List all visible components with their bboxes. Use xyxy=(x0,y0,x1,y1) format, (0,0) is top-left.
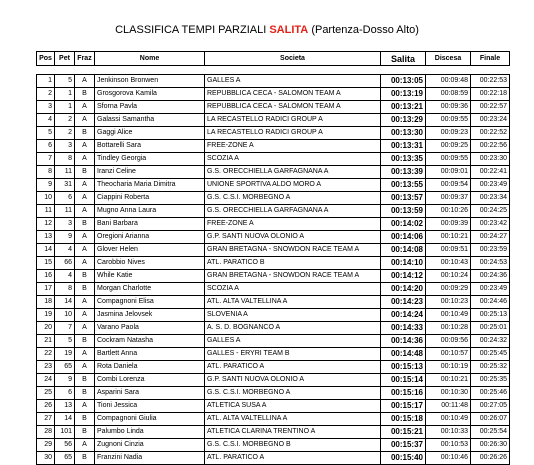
cell-pos: 19 xyxy=(37,309,55,322)
cell-fraz: B xyxy=(75,413,95,426)
cell-societa: SCOZIA A xyxy=(205,283,381,296)
cell-fraz: A xyxy=(75,75,95,88)
cell-societa: GRAN BRETAGNA - SNOWDON RACE TEAM A xyxy=(205,244,381,257)
cell-societa: G.S. C.S.I. MORBEGNO A xyxy=(205,192,381,205)
cell-discesa: 00:10:53 xyxy=(426,439,471,452)
table-row xyxy=(37,218,510,231)
cell-pet: 6 xyxy=(55,387,75,400)
cell-nome: Iranzi Celine xyxy=(95,166,205,179)
cell-pet: 65 xyxy=(55,361,75,374)
cell-pet: 4 xyxy=(55,270,75,283)
cell-pet: 6 xyxy=(55,192,75,205)
cell-salita: 00:13:05 xyxy=(381,75,426,88)
cell-pos: 9 xyxy=(37,179,55,192)
cell-societa: FREE-ZONE A xyxy=(205,140,381,153)
table-row xyxy=(37,296,510,309)
cell-salita: 00:13:29 xyxy=(381,114,426,127)
cell-fraz: B xyxy=(75,218,95,231)
cell-fraz: A xyxy=(75,231,95,244)
cell-nome: Tioni Jessica xyxy=(95,400,205,413)
table-row xyxy=(37,439,510,452)
cell-discesa: 00:09:36 xyxy=(426,101,471,114)
cell-finale: 00:24:25 xyxy=(471,205,510,218)
cell-finale: 00:26:07 xyxy=(471,413,510,426)
cell-pet: 2 xyxy=(55,127,75,140)
cell-discesa: 00:09:55 xyxy=(426,114,471,127)
table-row xyxy=(37,231,510,244)
cell-finale: 00:25:35 xyxy=(471,374,510,387)
cell-salita: 00:13:59 xyxy=(381,205,426,218)
cell-fraz: B xyxy=(75,335,95,348)
cell-societa: ATL. PARATICO A xyxy=(205,452,381,465)
cell-salita: 00:14:23 xyxy=(381,296,426,309)
cell-societa: UNIONE SPORTIVA ALDO MORO A xyxy=(205,179,381,192)
table-row xyxy=(37,88,510,101)
table-row xyxy=(37,387,510,400)
cell-societa: GALLES - ERYRI TEAM B xyxy=(205,348,381,361)
cell-finale: 00:24:27 xyxy=(471,231,510,244)
cell-nome: Zugnoni Cinzia xyxy=(95,439,205,452)
cell-nome: Oregioni Arianna xyxy=(95,231,205,244)
table-row xyxy=(37,413,510,426)
cell-societa: GRAN BRETAGNA - SNOWDON RACE TEAM A xyxy=(205,270,381,283)
cell-discesa: 00:10:49 xyxy=(426,413,471,426)
cell-pet: 101 xyxy=(55,426,75,439)
cell-fraz: B xyxy=(75,88,95,101)
cell-fraz: B xyxy=(75,127,95,140)
cell-pet: 11 xyxy=(55,166,75,179)
cell-pos: 26 xyxy=(37,400,55,413)
cell-societa: ATLETICA SUSA A xyxy=(205,400,381,413)
cell-pos: 24 xyxy=(37,374,55,387)
cell-fraz: B xyxy=(75,283,95,296)
cell-fraz: A xyxy=(75,140,95,153)
cell-finale: 00:24:32 xyxy=(471,335,510,348)
cell-salita: 00:15:40 xyxy=(381,452,426,465)
cell-fraz: A xyxy=(75,114,95,127)
header-salita: Salita xyxy=(381,52,426,66)
cell-nome: Compagnoni Giulia xyxy=(95,413,205,426)
cell-pos: 25 xyxy=(37,387,55,400)
cell-pet: 3 xyxy=(55,218,75,231)
cell-pet: 8 xyxy=(55,153,75,166)
cell-pos: 16 xyxy=(37,270,55,283)
cell-salita: 00:15:37 xyxy=(381,439,426,452)
cell-fraz: B xyxy=(75,387,95,400)
cell-discesa: 00:10:57 xyxy=(426,348,471,361)
cell-societa: ATL. PARATICO A xyxy=(205,361,381,374)
cell-salita: 00:13:31 xyxy=(381,140,426,153)
cell-societa: SCOZIA A xyxy=(205,153,381,166)
cell-fraz: A xyxy=(75,439,95,452)
cell-nome: While Katie xyxy=(95,270,205,283)
cell-salita: 00:15:21 xyxy=(381,426,426,439)
cell-discesa: 00:09:01 xyxy=(426,166,471,179)
cell-discesa: 00:10:24 xyxy=(426,270,471,283)
header-nome: Nome xyxy=(95,52,205,66)
cell-pos: 6 xyxy=(37,140,55,153)
cell-societa: ATL. ALTA VALTELLINA A xyxy=(205,296,381,309)
cell-pet: 9 xyxy=(55,231,75,244)
header-pet: Pet xyxy=(55,52,75,66)
cell-nome: Jenkinson Bronwen xyxy=(95,75,205,88)
cell-nome: Varano Paola xyxy=(95,322,205,335)
cell-finale: 00:22:18 xyxy=(471,88,510,101)
cell-nome: Cockram Natasha xyxy=(95,335,205,348)
table-row xyxy=(37,270,510,283)
cell-fraz: A xyxy=(75,348,95,361)
table-row xyxy=(37,257,510,270)
cell-finale: 00:25:32 xyxy=(471,361,510,374)
cell-pos: 5 xyxy=(37,127,55,140)
cell-nome: Ciappini Roberta xyxy=(95,192,205,205)
table-row xyxy=(37,452,510,465)
cell-pos: 22 xyxy=(37,348,55,361)
cell-salita: 00:13:19 xyxy=(381,88,426,101)
cell-pos: 12 xyxy=(37,218,55,231)
header-discesa: Discesa xyxy=(426,52,471,66)
cell-pos: 20 xyxy=(37,322,55,335)
table-row xyxy=(37,348,510,361)
cell-societa: LA RECASTELLO RADICI GROUP A xyxy=(205,127,381,140)
cell-pos: 21 xyxy=(37,335,55,348)
cell-nome: Glover Helen xyxy=(95,244,205,257)
cell-societa: GALLES A xyxy=(205,335,381,348)
page-title xyxy=(0,24,534,36)
cell-pos: 8 xyxy=(37,166,55,179)
table-row xyxy=(37,244,510,257)
cell-pos: 10 xyxy=(37,192,55,205)
cell-discesa: 00:10:46 xyxy=(426,452,471,465)
cell-salita: 00:13:55 xyxy=(381,179,426,192)
table-row xyxy=(37,101,510,114)
cell-fraz: A xyxy=(75,257,95,270)
cell-discesa: 00:09:56 xyxy=(426,335,471,348)
cell-discesa: 00:10:21 xyxy=(426,374,471,387)
cell-pos: 1 xyxy=(37,75,55,88)
cell-pet: 66 xyxy=(55,257,75,270)
cell-nome: Bartlett Anna xyxy=(95,348,205,361)
cell-pos: 2 xyxy=(37,88,55,101)
cell-nome: Jasmina Jelovsek xyxy=(95,309,205,322)
cell-salita: 00:13:30 xyxy=(381,127,426,140)
cell-fraz: B xyxy=(75,452,95,465)
title-highlight: SALITA xyxy=(269,24,309,36)
table-row xyxy=(37,361,510,374)
cell-pet: 11 xyxy=(55,205,75,218)
cell-discesa: 00:09:51 xyxy=(426,244,471,257)
cell-discesa: 00:09:29 xyxy=(426,283,471,296)
cell-pos: 18 xyxy=(37,296,55,309)
cell-finale: 00:23:30 xyxy=(471,153,510,166)
cell-pos: 14 xyxy=(37,244,55,257)
cell-societa: G.S. ORECCHIELLA GARFAGNANA A xyxy=(205,205,381,218)
cell-salita: 00:14:20 xyxy=(381,283,426,296)
cell-pos: 27 xyxy=(37,413,55,426)
cell-societa: ATL. PARATICO B xyxy=(205,257,381,270)
cell-pos: 29 xyxy=(37,439,55,452)
cell-discesa: 00:09:23 xyxy=(426,127,471,140)
cell-salita: 00:13:57 xyxy=(381,192,426,205)
cell-discesa: 00:09:39 xyxy=(426,218,471,231)
cell-fraz: A xyxy=(75,205,95,218)
cell-nome: Galassi Samantha xyxy=(95,114,205,127)
cell-finale: 00:24:36 xyxy=(471,270,510,283)
cell-societa: G.S. C.S.I. MORBEGNO A xyxy=(205,387,381,400)
cell-discesa: 00:09:48 xyxy=(426,75,471,88)
cell-pet: 14 xyxy=(55,413,75,426)
cell-nome: Sforna Pavla xyxy=(95,101,205,114)
cell-pet: 56 xyxy=(55,439,75,452)
cell-finale: 00:25:01 xyxy=(471,322,510,335)
cell-fraz: B xyxy=(75,374,95,387)
header-finale: Finale xyxy=(471,52,510,66)
cell-finale: 00:24:46 xyxy=(471,296,510,309)
cell-fraz: A xyxy=(75,296,95,309)
cell-pet: 9 xyxy=(55,374,75,387)
header-societa: Societa xyxy=(205,52,381,66)
cell-pet: 1 xyxy=(55,101,75,114)
cell-pet: 14 xyxy=(55,296,75,309)
cell-discesa: 00:10:21 xyxy=(426,231,471,244)
cell-nome: Compagnoni Elisa xyxy=(95,296,205,309)
cell-fraz: A xyxy=(75,179,95,192)
cell-finale: 00:23:49 xyxy=(471,179,510,192)
header-pos: Pos xyxy=(37,52,55,66)
cell-pos: 23 xyxy=(37,361,55,374)
cell-salita: 00:13:35 xyxy=(381,153,426,166)
cell-societa: ATL. ALTA VALTELLINA A xyxy=(205,413,381,426)
cell-societa: G.P. SANTI NUOVA OLONIO A xyxy=(205,374,381,387)
cell-finale: 00:25:46 xyxy=(471,387,510,400)
cell-finale: 00:23:24 xyxy=(471,114,510,127)
cell-nome: Theocharia Maria Dimitra xyxy=(95,179,205,192)
cell-pet: 5 xyxy=(55,75,75,88)
cell-pet: 13 xyxy=(55,400,75,413)
table-row xyxy=(37,335,510,348)
cell-discesa: 00:10:28 xyxy=(426,322,471,335)
cell-societa: G.P. SANTI NUOVA OLONIO A xyxy=(205,231,381,244)
cell-nome: Franzini Nadia xyxy=(95,452,205,465)
cell-finale: 00:25:45 xyxy=(471,348,510,361)
cell-salita: 00:13:21 xyxy=(381,101,426,114)
cell-pos: 11 xyxy=(37,205,55,218)
cell-fraz: A xyxy=(75,309,95,322)
cell-finale: 00:23:42 xyxy=(471,218,510,231)
cell-salita: 00:14:48 xyxy=(381,348,426,361)
cell-discesa: 00:10:43 xyxy=(426,257,471,270)
cell-nome: Morgan Charlotte xyxy=(95,283,205,296)
cell-fraz: A xyxy=(75,192,95,205)
table-row xyxy=(37,192,510,205)
cell-fraz: A xyxy=(75,244,95,257)
cell-pos: 28 xyxy=(37,426,55,439)
cell-fraz: B xyxy=(75,270,95,283)
cell-finale: 00:23:49 xyxy=(471,283,510,296)
cell-discesa: 00:11:48 xyxy=(426,400,471,413)
cell-discesa: 00:08:59 xyxy=(426,88,471,101)
table-row xyxy=(37,114,510,127)
cell-pet: 4 xyxy=(55,244,75,257)
cell-societa: SLOVENIA A xyxy=(205,309,381,322)
cell-societa: REPUBBLICA CECA - SALOMON TEAM A xyxy=(205,88,381,101)
cell-finale: 00:26:26 xyxy=(471,452,510,465)
cell-salita: 00:14:06 xyxy=(381,231,426,244)
cell-societa: LA RECASTELLO RADICI GROUP A xyxy=(205,114,381,127)
cell-pet: 2 xyxy=(55,114,75,127)
cell-pos: 13 xyxy=(37,231,55,244)
cell-pet: 1 xyxy=(55,88,75,101)
table-row xyxy=(37,309,510,322)
cell-societa: A. S. D. BOGNANCO A xyxy=(205,322,381,335)
cell-finale: 00:22:41 xyxy=(471,166,510,179)
table-row xyxy=(37,400,510,413)
cell-pos: 7 xyxy=(37,153,55,166)
cell-salita: 00:15:17 xyxy=(381,400,426,413)
table-row xyxy=(37,166,510,179)
cell-finale: 00:22:53 xyxy=(471,75,510,88)
cell-salita: 00:15:13 xyxy=(381,361,426,374)
cell-pos: 15 xyxy=(37,257,55,270)
cell-fraz: B xyxy=(75,166,95,179)
table-row xyxy=(37,374,510,387)
cell-discesa: 00:09:54 xyxy=(426,179,471,192)
cell-discesa: 00:09:55 xyxy=(426,153,471,166)
cell-discesa: 00:10:23 xyxy=(426,296,471,309)
cell-societa: FREE-ZONE A xyxy=(205,218,381,231)
cell-finale: 00:27:05 xyxy=(471,400,510,413)
cell-salita: 00:15:16 xyxy=(381,387,426,400)
cell-nome: Asparini Sara xyxy=(95,387,205,400)
table-row xyxy=(37,283,510,296)
cell-discesa: 00:10:30 xyxy=(426,387,471,400)
cell-nome: Combi Lorenza xyxy=(95,374,205,387)
cell-pet: 31 xyxy=(55,179,75,192)
cell-discesa: 00:10:19 xyxy=(426,361,471,374)
title-main: CLASSIFICA TEMPI PARZIALI xyxy=(115,24,267,36)
table-row xyxy=(37,179,510,192)
cell-societa: G.S. ORECCHIELLA GARFAGNANA A xyxy=(205,166,381,179)
cell-nome: Rota Daniela xyxy=(95,361,205,374)
cell-nome: Bottarelli Sara xyxy=(95,140,205,153)
cell-fraz: A xyxy=(75,322,95,335)
cell-pet: 5 xyxy=(55,335,75,348)
cell-fraz: A xyxy=(75,153,95,166)
cell-salita: 00:14:33 xyxy=(381,322,426,335)
cell-salita: 00:14:08 xyxy=(381,244,426,257)
cell-pet: 8 xyxy=(55,283,75,296)
cell-salita: 00:14:02 xyxy=(381,218,426,231)
cell-finale: 00:22:56 xyxy=(471,140,510,153)
cell-fraz: A xyxy=(75,101,95,114)
cell-pet: 65 xyxy=(55,452,75,465)
cell-nome: Grosgorova Kamila xyxy=(95,88,205,101)
header-fraz: Fraz xyxy=(75,52,95,66)
cell-finale: 00:23:34 xyxy=(471,192,510,205)
cell-fraz: B xyxy=(75,426,95,439)
cell-nome: Gaggi Alice xyxy=(95,127,205,140)
cell-pos: 3 xyxy=(37,101,55,114)
table-row xyxy=(37,205,510,218)
cell-salita: 00:13:39 xyxy=(381,166,426,179)
cell-nome: Tindley Georgia xyxy=(95,153,205,166)
cell-pet: 19 xyxy=(55,348,75,361)
cell-discesa: 00:10:26 xyxy=(426,205,471,218)
cell-nome: Palumbo Linda xyxy=(95,426,205,439)
table-row xyxy=(37,127,510,140)
title-sub: (Partenza-Dosso Alto) xyxy=(311,24,419,36)
cell-finale: 00:22:57 xyxy=(471,101,510,114)
cell-societa: G.S. C.S.I. MORBEGNO B xyxy=(205,439,381,452)
cell-pet: 3 xyxy=(55,140,75,153)
cell-nome: Carobbio Nives xyxy=(95,257,205,270)
cell-salita: 00:14:12 xyxy=(381,270,426,283)
table-row xyxy=(37,153,510,166)
cell-discesa: 00:10:49 xyxy=(426,309,471,322)
cell-finale: 00:24:53 xyxy=(471,257,510,270)
cell-discesa: 00:10:33 xyxy=(426,426,471,439)
cell-nome: Mugno Anna Laura xyxy=(95,205,205,218)
cell-societa: GALLES A xyxy=(205,75,381,88)
cell-discesa: 00:09:37 xyxy=(426,192,471,205)
cell-pos: 17 xyxy=(37,283,55,296)
cell-pos: 4 xyxy=(37,114,55,127)
table-row xyxy=(37,322,510,335)
cell-nome: Bani Barbara xyxy=(95,218,205,231)
cell-finale: 00:25:54 xyxy=(471,426,510,439)
cell-discesa: 00:09:25 xyxy=(426,140,471,153)
cell-fraz: A xyxy=(75,361,95,374)
cell-finale: 00:26:30 xyxy=(471,439,510,452)
cell-salita: 00:15:14 xyxy=(381,374,426,387)
cell-salita: 00:14:10 xyxy=(381,257,426,270)
table-row xyxy=(37,426,510,439)
cell-fraz: A xyxy=(75,400,95,413)
cell-societa: ATLETICA CLARINA TRENTINO A xyxy=(205,426,381,439)
spacer-row xyxy=(37,66,510,75)
cell-salita: 00:14:24 xyxy=(381,309,426,322)
cell-pos: 30 xyxy=(37,452,55,465)
header-row xyxy=(37,52,510,66)
cell-finale: 00:25:13 xyxy=(471,309,510,322)
cell-finale: 00:22:52 xyxy=(471,127,510,140)
cell-finale: 00:23:59 xyxy=(471,244,510,257)
cell-pet: 7 xyxy=(55,322,75,335)
table-row xyxy=(37,140,510,153)
cell-salita: 00:15:18 xyxy=(381,413,426,426)
table-row xyxy=(37,75,510,88)
cell-pet: 10 xyxy=(55,309,75,322)
cell-salita: 00:14:36 xyxy=(381,335,426,348)
results-table xyxy=(36,51,510,465)
cell-societa: REPUBBLICA CECA - SALOMON TEAM A xyxy=(205,101,381,114)
